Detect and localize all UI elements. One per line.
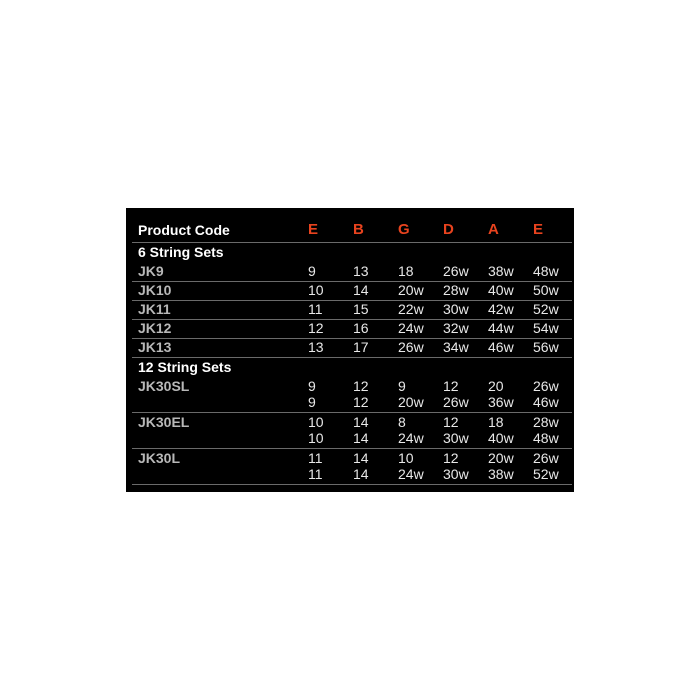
gauge-cell: 16 [353, 320, 369, 336]
gauge-cell: 14 [353, 450, 369, 466]
gauge-cell: 20w [398, 394, 424, 410]
gauge-cell: 12 [443, 414, 459, 430]
product-code: JK13 [138, 339, 172, 355]
gauge-cell: 44w [488, 320, 514, 336]
gauge-cell: 10 [308, 414, 324, 430]
string-header-a: A [488, 221, 499, 238]
gauge-cell: 26w [533, 378, 559, 394]
gauge-cell: 38w [488, 466, 514, 482]
gauge-cell: 48w [533, 430, 559, 446]
gauge-cell: 48w [533, 263, 559, 279]
gauge-cell: 28w [443, 282, 469, 298]
gauge-cell: 38w [488, 263, 514, 279]
gauge-cell: 10 [398, 450, 414, 466]
section-title: 12 String Sets [138, 359, 232, 375]
row-divider [132, 484, 572, 485]
string-gauge-table [126, 208, 574, 492]
gauge-cell: 18 [398, 263, 414, 279]
gauge-cell: 20w [488, 450, 514, 466]
gauge-cell: 26w [398, 339, 424, 355]
gauge-cell: 54w [533, 320, 559, 336]
gauge-cell: 11 [308, 301, 323, 317]
gauge-cell: 14 [353, 466, 369, 482]
string-header-d: D [443, 221, 454, 238]
gauge-cell: 18 [488, 414, 504, 430]
gauge-cell: 40w [488, 430, 514, 446]
gauge-cell: 50w [533, 282, 559, 298]
gauge-cell: 9 [398, 378, 406, 394]
gauge-cell: 14 [353, 282, 369, 298]
gauge-cell: 26w [443, 394, 469, 410]
gauge-cell: 9 [308, 263, 316, 279]
gauge-cell: 14 [353, 430, 369, 446]
gauge-cell: 26w [533, 450, 559, 466]
gauge-cell: 10 [308, 430, 324, 446]
gauge-cell: 10 [308, 282, 324, 298]
section-divider [132, 357, 572, 358]
gauge-cell: 22w [398, 301, 424, 317]
string-header-e-high: E [533, 221, 544, 238]
gauge-cell: 32w [443, 320, 469, 336]
gauge-cell: 20w [398, 282, 424, 298]
gauge-cell: 15 [353, 301, 369, 317]
gauge-cell: 36w [488, 394, 514, 410]
string-header-b: B [353, 221, 364, 238]
gauge-cell: 26w [443, 263, 469, 279]
gauge-cell: 30w [443, 430, 469, 446]
string-header-e-low: E [308, 221, 319, 238]
gauge-cell: 8 [398, 414, 406, 430]
gauge-cell: 12 [353, 378, 369, 394]
row-divider [132, 412, 572, 413]
gauge-cell: 30w [443, 301, 469, 317]
row-divider [132, 448, 572, 449]
gauge-cell: 9 [308, 378, 316, 394]
gauge-cell: 11 [308, 466, 323, 482]
product-code-header: Product Code [138, 222, 230, 238]
gauge-cell: 28w [533, 414, 559, 430]
gauge-cell: 46w [488, 339, 514, 355]
gauge-cell: 11 [308, 450, 323, 466]
gauge-cell: 12 [443, 450, 459, 466]
product-code: JK10 [138, 282, 172, 298]
gauge-cell: 52w [533, 466, 559, 482]
product-code: JK30EL [138, 414, 190, 430]
gauge-cell: 42w [488, 301, 514, 317]
header-divider [132, 242, 572, 243]
product-code: JK30L [138, 450, 181, 466]
gauge-cell: 17 [353, 339, 369, 355]
product-code: JK11 [138, 301, 171, 317]
gauge-cell: 24w [398, 430, 424, 446]
gauge-cell: 12 [353, 394, 369, 410]
gauge-cell: 24w [398, 320, 424, 336]
gauge-cell: 30w [443, 466, 469, 482]
gauge-cell: 56w [533, 339, 559, 355]
gauge-cell: 9 [308, 394, 316, 410]
gauge-cell: 12 [308, 320, 324, 336]
string-header-g: G [398, 221, 410, 238]
gauge-cell: 40w [488, 282, 514, 298]
product-code: JK9 [138, 263, 164, 279]
gauge-cell: 46w [533, 394, 559, 410]
gauge-cell: 52w [533, 301, 559, 317]
section-title: 6 String Sets [138, 244, 224, 260]
gauge-cell: 13 [308, 339, 324, 355]
gauge-cell: 24w [398, 466, 424, 482]
gauge-cell: 34w [443, 339, 469, 355]
product-code: JK30SL [138, 378, 190, 394]
product-code: JK12 [138, 320, 172, 336]
gauge-cell: 20 [488, 378, 504, 394]
gauge-cell: 12 [443, 378, 459, 394]
gauge-cell: 13 [353, 263, 369, 279]
gauge-cell: 14 [353, 414, 369, 430]
